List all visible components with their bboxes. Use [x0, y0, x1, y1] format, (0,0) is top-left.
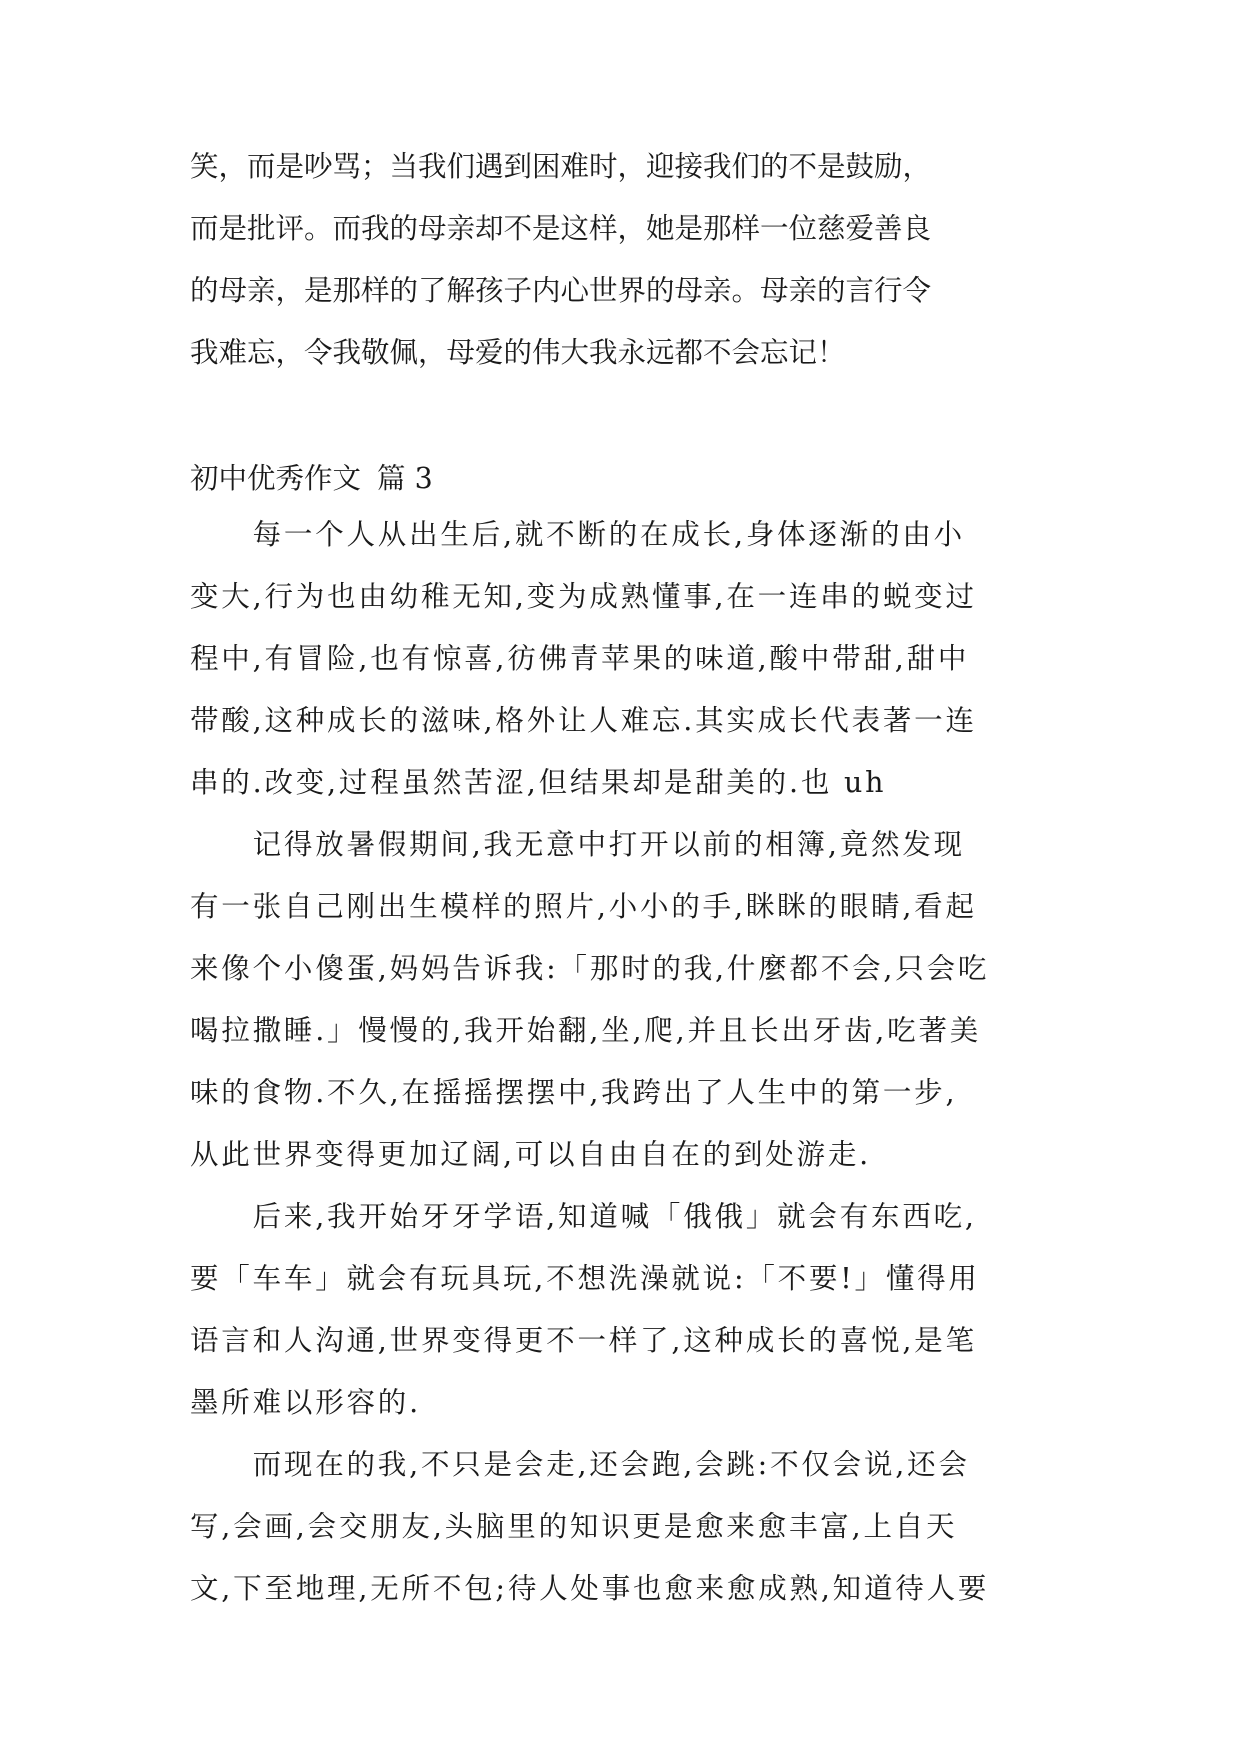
continuation-paragraph [190, 136, 1070, 384]
text-line: 带酸,这种成长的滋味,格外让人难忘.其实成长代表著一连 [190, 704, 977, 737]
text-line: 而现在的我,不只是会走,还会跑,会跳:不仅会说,还会 [190, 1448, 970, 1481]
text-line: 变大,行为也由幼稚无知,变为成熟懂事,在一连串的蜕变过 [190, 580, 977, 613]
text-line: 的母亲，是那样的了解孩子内心世界的母亲。母亲的言行令 [190, 274, 932, 307]
text-line: 记得放暑假期间,我无意中打开以前的相簿,竟然发现 [190, 828, 965, 861]
paragraph-2 [190, 814, 1070, 1186]
text-line: 写,会画,会交朋友,头脑里的知识更是愈来愈丰富,上自天 [190, 1510, 958, 1543]
text-line: 程中,有冒险,也有惊喜,彷佛青苹果的味道,酸中带甜,甜中 [190, 642, 970, 675]
text-line: 有一张自己刚出生模样的照片,小小的手,眯眯的眼睛,看起 [190, 890, 977, 923]
paragraph-1 [190, 504, 1070, 814]
text-line: 串的.改变,过程虽然苦涩,但结果却是甜美的.也 uh [190, 766, 887, 799]
essay-title-text: 初中优秀作文 [190, 462, 362, 495]
text-line: 喝拉撒睡.」慢慢的,我开始翻,坐,爬,并且长出牙齿,吃著美 [190, 1014, 982, 1047]
essay-body [190, 504, 1070, 1620]
text-line: 墨所难以形容的. [190, 1386, 421, 1419]
text-line: 而是批评。而我的母亲却不是这样，她是那样一位慈爱善良 [190, 212, 932, 245]
essay-number: 篇 3 [377, 462, 433, 495]
paragraph-3 [190, 1186, 1070, 1434]
text-line: 来像个小傻蛋,妈妈告诉我:「那时的我,什麼都不会,只会吃 [190, 952, 990, 985]
text-line: 我难忘，令我敬佩，母爱的伟大我永远都不会忘记！ [190, 336, 846, 369]
text-line: 笑，而是吵骂；当我们遇到困难时，迎接我们的不是鼓励， [190, 150, 932, 183]
text-line: 从此世界变得更加辽阔,可以自由自在的到处游走. [190, 1138, 872, 1171]
text-line: 要「车车」就会有玩具玩,不想洗澡就说:「不要!」懂得用 [190, 1262, 980, 1295]
text-line: 味的食物.不久,在摇摇摆摆中,我跨出了人生中的第一步, [190, 1076, 958, 1109]
text-line: 文,下至地理,无所不包;待人处事也愈来愈成熟,知道待人要 [190, 1572, 990, 1605]
text-line: 语言和人沟通,世界变得更不一样了,这种成长的喜悦,是笔 [190, 1324, 977, 1357]
essay-title [190, 448, 433, 510]
text-line: 每一个人从出生后,就不断的在成长,身体逐渐的由小 [190, 518, 965, 551]
paragraph-4 [190, 1434, 1070, 1620]
text-line: 后来,我开始牙牙学语,知道喊「俄俄」就会有东西吃, [190, 1200, 977, 1233]
